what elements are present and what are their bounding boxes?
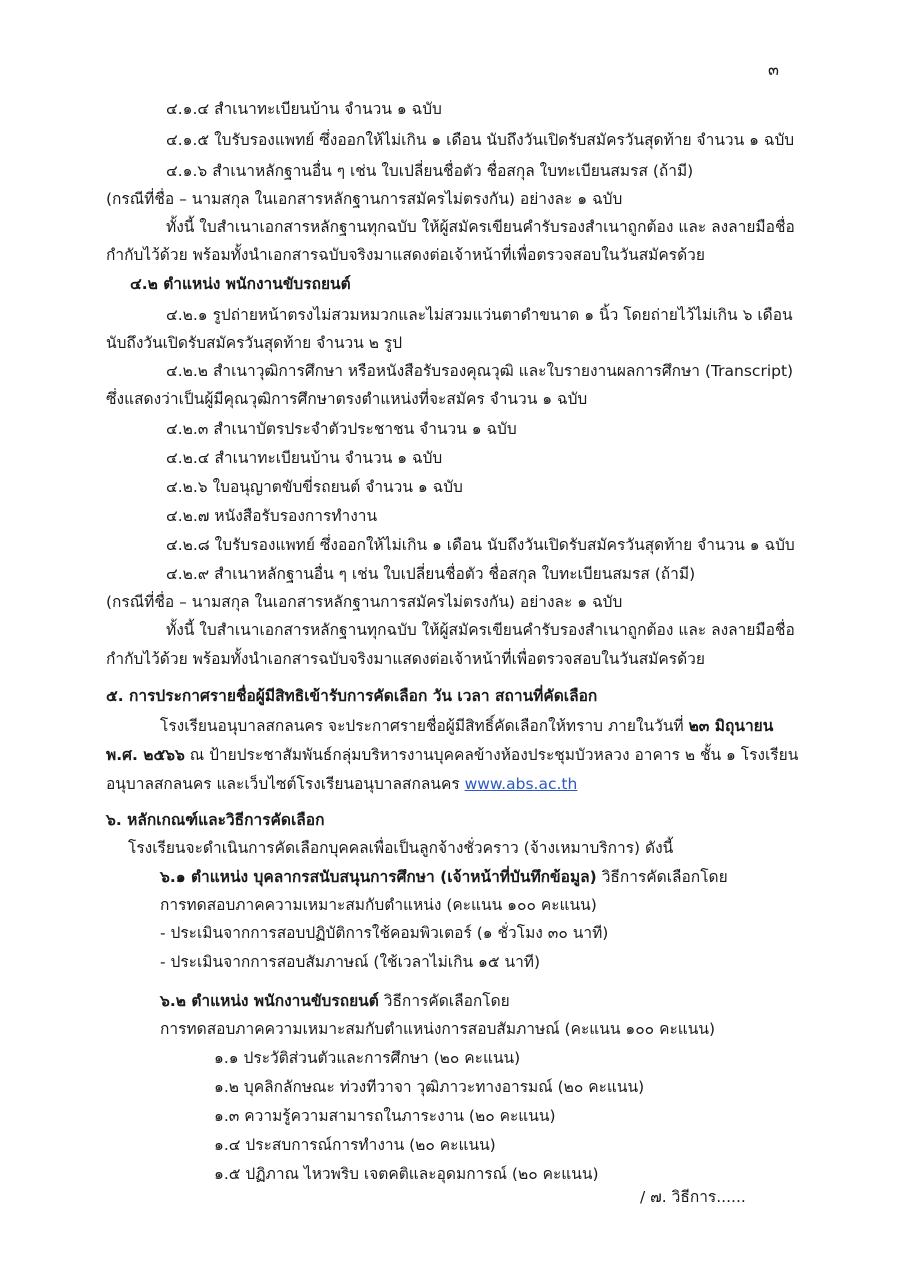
section-5-line1 — [160, 715, 773, 737]
item-4-2-9: ๔.๒.๙ สำเนาหลักฐานอื่น ๆ เช่น ใบเปลี่ยนชื่อตัว ชื่อสกุล ใบทะเบียนสมรส (ถ้ามี) — [166, 565, 696, 583]
item-4-2-8: ๔.๒.๘ ใบรับรองแพทย์ ซึ่งออกให้ไม่เกิน ๑ เดือน นับถึงวันเปิดรับสมัครวันสุดท้าย จำนวน ๑ ฉบับ — [166, 536, 795, 554]
test-6-1-item2: - ประเมินจากการสอบสัมภาษณ์ (ใช้เวลาไม่เกิน ๑๕ นาที) — [160, 953, 541, 971]
item-4-2-4: ๔.๒.๔ สำเนาทะเบียนบ้าน จำนวน ๑ ฉบับ — [166, 449, 443, 467]
item-4-2-9-cont: (กรณีที่ชื่อ – นามสกุล ในเอกสารหลักฐานการสมัครไม่ตรงกัน) อย่างละ ๑ ฉบับ — [106, 593, 623, 611]
heading-6-1-method: วิธีการคัดเลือกโดย — [596, 868, 728, 886]
item-4-1-4: ๔.๑.๔ สำเนาทะเบียนบ้าน จำนวน ๑ ฉบับ — [166, 100, 442, 118]
note-4-1-cont: กำกับไว้ด้วย พร้อมทั้งนำเอกสารฉบับจริงมาแสดงต่อเจ้าหน้าที่เพื่อตรวจสอบในวันสมัครด้วย — [106, 246, 705, 264]
footer-continuation: / ๗. วิธีการ...... — [640, 1188, 746, 1206]
note-4-2: ทั้งนี้ ใบสำเนาเอกสารหลักฐานทุกฉบับ ให้ผู้สมัครเขียนคำรับรองสำเนาถูกต้อง และ ลงลายมือชื่อ — [166, 621, 795, 639]
heading-5: ๕. การประกาศรายชื่อผู้มีสิทธิเข้ารับการคัดเลือก วัน เวลา สถานที่คัดเลือก — [106, 687, 598, 705]
criterion-1-1: ๑.๑ ประวัติส่วนตัวและการศึกษา (๒๐ คะแนน) — [214, 1049, 521, 1067]
criterion-1-5: ๑.๕ ปฏิภาณ ไหวพริบ เจตคติและอุดมการณ์ (๒๐ คะแนน) — [214, 1165, 599, 1183]
heading-6-2 — [160, 990, 510, 1012]
announce-date: ๒๓ มิถุนายน — [688, 717, 774, 735]
section-5-text-c: อนุบาลสกลนคร และเว็บไซต์โรงเรียนอนุบาลสกลนคร — [106, 775, 465, 793]
item-4-1-5: ๔.๑.๕ ใบรับรองแพทย์ ซึ่งออกให้ไม่เกิน ๑ เดือน นับถึงวันเปิดรับสมัครวันสุดท้าย จำนวน ๑ ฉบับ — [166, 131, 795, 149]
section-5-line2 — [106, 744, 798, 766]
section-6-intro: โรงเรียนจะดำเนินการคัดเลือกบุคคลเพื่อเป็นลูกจ้างชั่วคราว (จ้างเหมาบริการ) ดังนี้ — [128, 839, 674, 857]
item-4-2-6: ๔.๒.๖ ใบอนุญาตขับขี่รถยนต์ จำนวน ๑ ฉบับ — [166, 478, 463, 496]
note-4-1: ทั้งนี้ ใบสำเนาเอกสารหลักฐานทุกฉบับ ให้ผู้สมัครเขียนคำรับรองสำเนาถูกต้อง และ ลงลายมือชื่อ — [166, 218, 795, 236]
criterion-1-4: ๑.๔ ประสบการณ์การทำงาน (๒๐ คะแนน) — [214, 1136, 496, 1154]
item-4-2-1-cont: นับถึงวันเปิดรับสมัครวันสุดท้าย จำนวน ๒ รูป — [106, 334, 403, 352]
criterion-1-3: ๑.๓ ความรู้ความสามารถในภาระงาน (๒๐ คะแนน) — [214, 1107, 556, 1125]
section-5-text-b: ณ ป้ายประชาสัมพันธ์กลุ่มบริหารงานบุคคลข้างห้องประชุมบัวหลวง อาคาร ๒ ชั้น ๑ โรงเรียน — [184, 746, 799, 764]
item-4-2-1: ๔.๒.๑ รูปถ่ายหน้าตรงไม่สวมหมวกและไม่สวมแว่นตาดำขนาด ๑ นิ้ว โดยถ่ายไว้ไม่เกิน ๖ เดือน — [166, 306, 793, 324]
announce-year: พ.ศ. ๒๕๖๖ — [106, 746, 185, 764]
note-4-2-cont: กำกับไว้ด้วย พร้อมทั้งนำเอกสารฉบับจริงมาแสดงต่อเจ้าหน้าที่เพื่อตรวจสอบในวันสมัครด้วย — [106, 650, 705, 668]
section-5-line3 — [106, 773, 577, 795]
item-4-2-2-cont: ซึ่งแสดงว่าเป็นผู้มีคุณวุฒิการศึกษาตรงตำแหน่งที่จะสมัคร จำนวน ๑ ฉบับ — [106, 390, 588, 408]
test-6-1-item1: - ประเมินจากการสอบปฏิบัติการใช้คอมพิวเตอร์ (๑ ชั่วโมง ๓๐ นาที) — [160, 924, 609, 942]
heading-4-2: ๔.๒ ตำแหน่ง พนักงานขับรถยนต์ — [130, 275, 351, 293]
heading-6-1 — [160, 866, 728, 888]
school-website-link[interactable]: www.abs.ac.th — [464, 775, 578, 793]
item-4-2-3: ๔.๒.๓ สำเนาบัตรประจำตัวประชาชน จำนวน ๑ ฉบับ — [166, 420, 517, 438]
page-number: ๓ — [768, 60, 779, 79]
test-6-1: การทดสอบภาคความเหมาะสมกับตำแหน่ง (คะแนน ๑๐๐ คะแนน) — [160, 896, 597, 914]
section-5-text-a: โรงเรียนอนุบาลสกลนคร จะประกาศรายชื่อผู้มีสิทธิ์คัดเลือกให้ทราบ ภายในวันที่ — [160, 717, 689, 735]
heading-6-1-title: ๖.๑ ตำแหน่ง บุคลากรสนับสนุนการศึกษา (เจ้าหน้าที่บันทึกข้อมูล) — [160, 868, 597, 886]
item-4-2-2: ๔.๒.๒ สำเนาวุฒิการศึกษา หรือหนังสือรับรองคุณวุฒิ และใบรายงานผลการศึกษา (Transcript) — [166, 362, 794, 380]
item-4-1-6: ๔.๑.๖ สำเนาหลักฐานอื่น ๆ เช่น ใบเปลี่ยนชื่อตัว ชื่อสกุล ใบทะเบียนสมรส (ถ้ามี) — [166, 162, 694, 180]
heading-6-2-method: วิธีการคัดเลือกโดย — [378, 992, 510, 1010]
heading-6: ๖. หลักเกณฑ์และวิธีการคัดเลือก — [106, 811, 325, 829]
criterion-1-2: ๑.๒ บุคลิกลักษณะ ท่วงทีวาจา วุฒิภาวะทางอารมณ์ (๒๐ คะแนน) — [214, 1078, 645, 1096]
item-4-2-7: ๔.๒.๗ หนังสือรับรองการทำงาน — [166, 507, 378, 525]
item-4-1-6-cont: (กรณีที่ชื่อ – นามสกุล ในเอกสารหลักฐานการสมัครไม่ตรงกัน) อย่างละ ๑ ฉบับ — [106, 190, 623, 208]
heading-6-2-title: ๖.๒ ตำแหน่ง พนักงานขับรถยนต์ — [160, 992, 379, 1010]
test-6-2: การทดสอบภาคความเหมาะสมกับตำแหน่งการสอบสัมภาษณ์ (คะแนน ๑๐๐ คะแนน) — [160, 1020, 715, 1038]
